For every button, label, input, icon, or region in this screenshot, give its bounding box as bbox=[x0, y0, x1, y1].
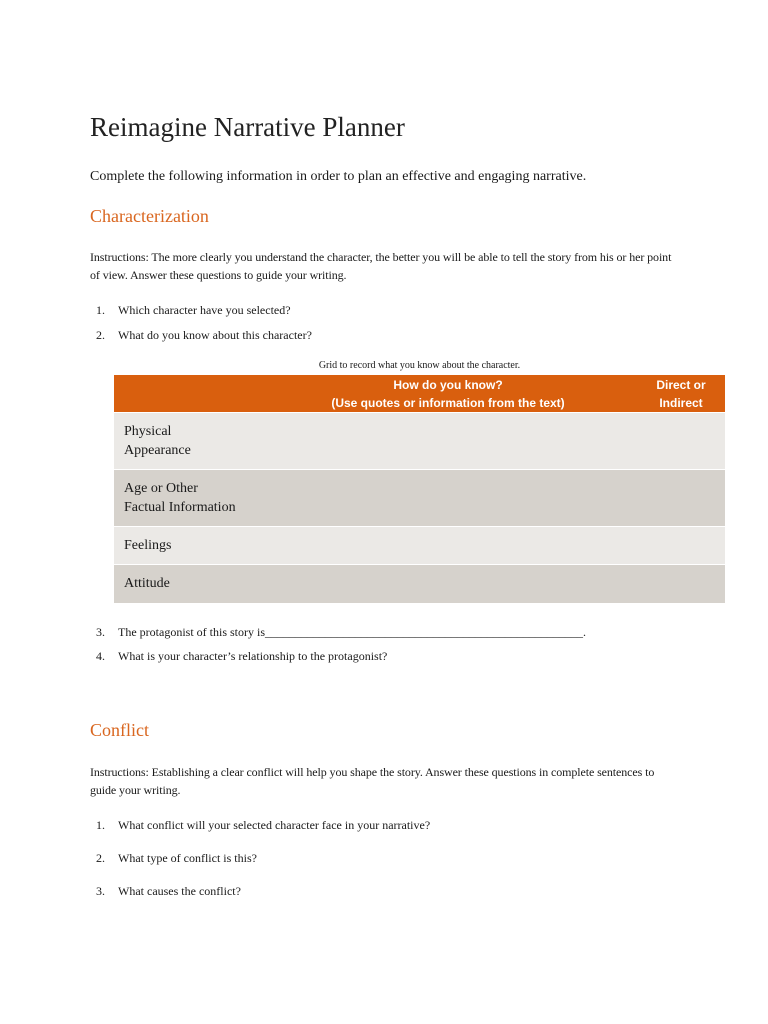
list-item bbox=[90, 303, 291, 318]
row-label: Attitude bbox=[114, 565, 259, 603]
grid-header-row bbox=[114, 375, 725, 413]
direct-indirect-cell[interactable] bbox=[637, 470, 725, 527]
list-item bbox=[90, 851, 257, 866]
list-item bbox=[90, 649, 387, 664]
list-item bbox=[90, 884, 241, 899]
table-row bbox=[114, 565, 725, 603]
list-number: 2. bbox=[96, 851, 105, 865]
list-text: What causes the conflict? bbox=[118, 884, 241, 898]
table-row bbox=[114, 527, 725, 565]
list-text: What do you know about this character? bbox=[118, 328, 312, 342]
list-item bbox=[90, 328, 312, 343]
answer-cell[interactable] bbox=[259, 565, 637, 603]
header-line: Indirect bbox=[659, 395, 703, 410]
list-text: The protagonist of this story is_____________________________________________________. bbox=[118, 625, 586, 639]
intro-text: Complete the following information in order to plan an effective and engaging narrative. bbox=[90, 169, 587, 184]
list-text: Which character have you selected? bbox=[118, 303, 291, 317]
list-item bbox=[90, 818, 430, 833]
list-number: 4. bbox=[96, 649, 105, 663]
conflict-instructions: Instructions: Establishing a clear conflict will help you shape the story. Answer these questions in complete sentences to guide your writing. bbox=[90, 765, 655, 797]
list-text: What is your character’s relationship to the protagonist? bbox=[118, 649, 388, 663]
direct-indirect-cell[interactable] bbox=[637, 413, 725, 470]
answer-cell[interactable] bbox=[259, 470, 637, 527]
list-number: 2. bbox=[96, 328, 105, 342]
table-row bbox=[114, 470, 725, 527]
direct-indirect-cell[interactable] bbox=[637, 527, 725, 565]
list-number: 3. bbox=[96, 884, 105, 898]
list-item bbox=[90, 625, 586, 640]
row-label: Physical Appearance bbox=[114, 413, 259, 470]
answer-cell[interactable] bbox=[259, 527, 637, 565]
list-number: 1. bbox=[96, 303, 105, 317]
table-row bbox=[114, 413, 725, 470]
direct-indirect-cell[interactable] bbox=[637, 565, 725, 603]
header-line: Direct or bbox=[656, 377, 706, 392]
characterization-instructions: Instructions: The more clearly you understand the character, the better you will be able to tell the story from his or her point of view. Answer these questions to guide your writing. bbox=[90, 250, 672, 282]
character-grid bbox=[114, 375, 725, 603]
header-line: How do you know? bbox=[393, 377, 503, 392]
list-text: What type of conflict is this? bbox=[118, 851, 257, 865]
header-line: (Use quotes or information from the text) bbox=[331, 395, 565, 410]
grid-caption: Grid to record what you know about the character. bbox=[318, 360, 521, 371]
grid-header-how-do-you-know bbox=[259, 375, 637, 413]
row-label: Age or Other Factual Information bbox=[114, 470, 259, 527]
characterization-heading: Characterization bbox=[90, 206, 209, 226]
grid-header-direct-indirect bbox=[637, 375, 725, 413]
grid-header-category bbox=[114, 375, 259, 413]
list-number: 3. bbox=[96, 625, 105, 639]
list-text: What conflict will your selected character face in your narrative? bbox=[118, 818, 431, 832]
page-title: Reimagine Narrative Planner bbox=[90, 112, 405, 142]
row-label: Feelings bbox=[114, 527, 259, 565]
answer-cell[interactable] bbox=[259, 413, 637, 470]
list-number: 1. bbox=[96, 818, 105, 832]
conflict-heading: Conflict bbox=[90, 720, 149, 740]
